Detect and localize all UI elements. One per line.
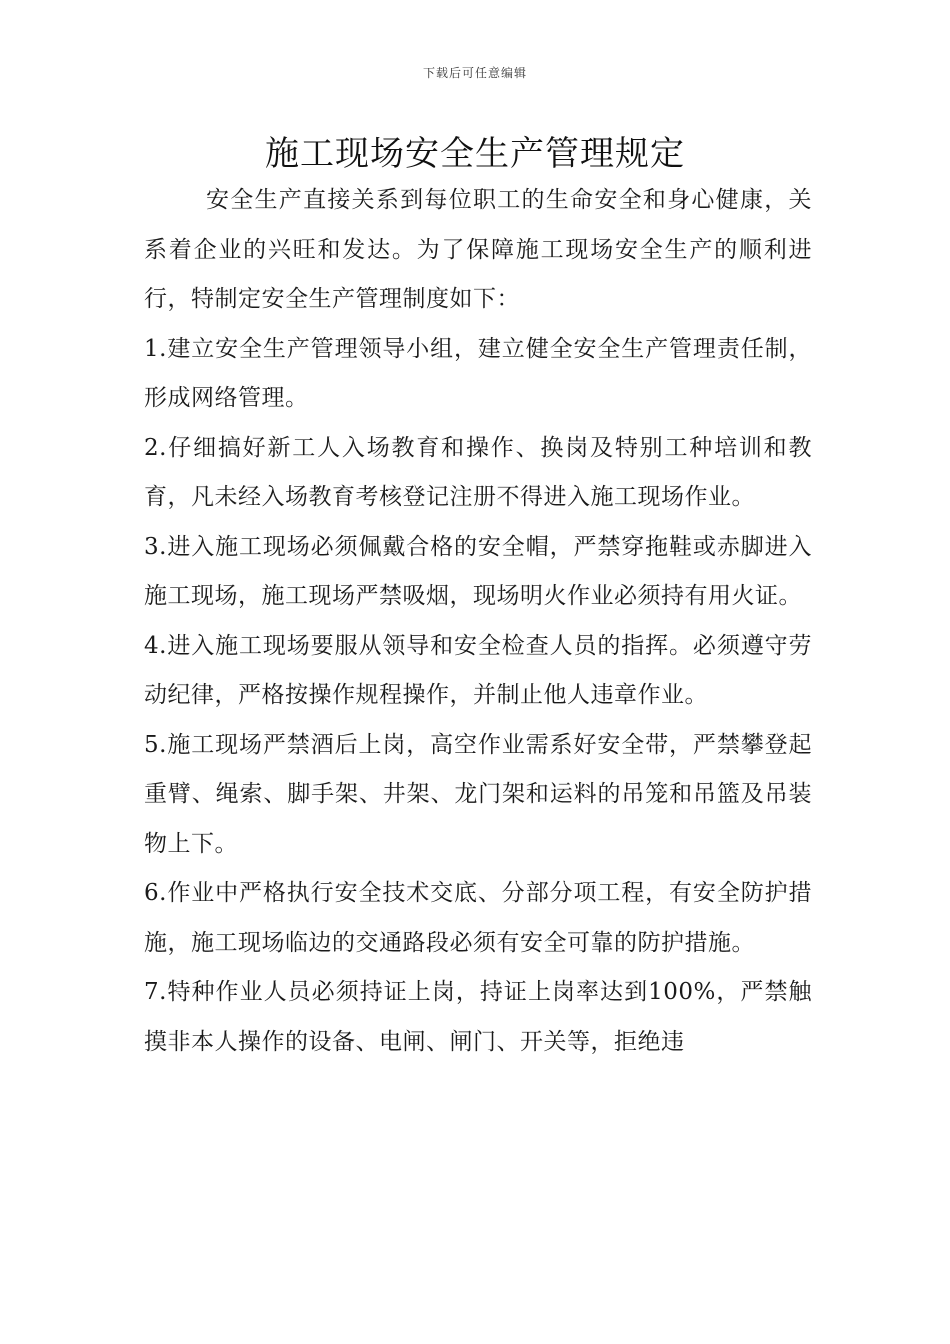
- rule-item-7: 7.特种作业人员必须持证上岗，持证上岗率达到100%，严禁触摸非本人操作的设备、电闸、闸门、开关等，拒绝违: [144, 979, 812, 1055]
- document-body: [144, 176, 812, 1067]
- rule-item-6: 6.作业中严格执行安全技术交底、分部分项工程，有安全防护措施，施工现场临边的交通路段必须有安全可靠的防护措施。: [144, 880, 812, 956]
- rule-item-2: 2.仔细搞好新工人入场教育和操作、换岗及特别工种培训和教育，凡未经入场教育考核登记注册不得进入施工现场作业。: [144, 434, 812, 510]
- document-title: 施工现场安全生产管理规定: [265, 134, 685, 174]
- rule-item-1: 1.建立安全生产管理领导小组，建立健全安全生产管理责任制，形成网络管理。: [144, 335, 812, 411]
- page-header: 下载后可任意编辑: [422, 66, 527, 80]
- rule-item-4: 4.进入施工现场要服从领导和安全检查人员的指挥。必须遵守劳动纪律，严格按操作规程操作，并制止他人违章作业。: [144, 632, 812, 708]
- intro-paragraph: 安全生产直接关系到每位职工的生命安全和身心健康，关系着企业的兴旺和发达。为了保障施工现场安全生产的顺利进行，特制定安全生产管理制度如下：: [144, 187, 812, 312]
- rule-item-5: 5.施工现场严禁酒后上岗，高空作业需系好安全带，严禁攀登起重臂、绳索、脚手架、井架、龙门架和运料的吊笼和吊篮及吊装物上下。: [144, 731, 812, 857]
- rule-item-3: 3.进入施工现场必须佩戴合格的安全帽，严禁穿拖鞋或赤脚进入施工现场，施工现场严禁吸烟，现场明火作业必须持有用火证。: [144, 533, 812, 609]
